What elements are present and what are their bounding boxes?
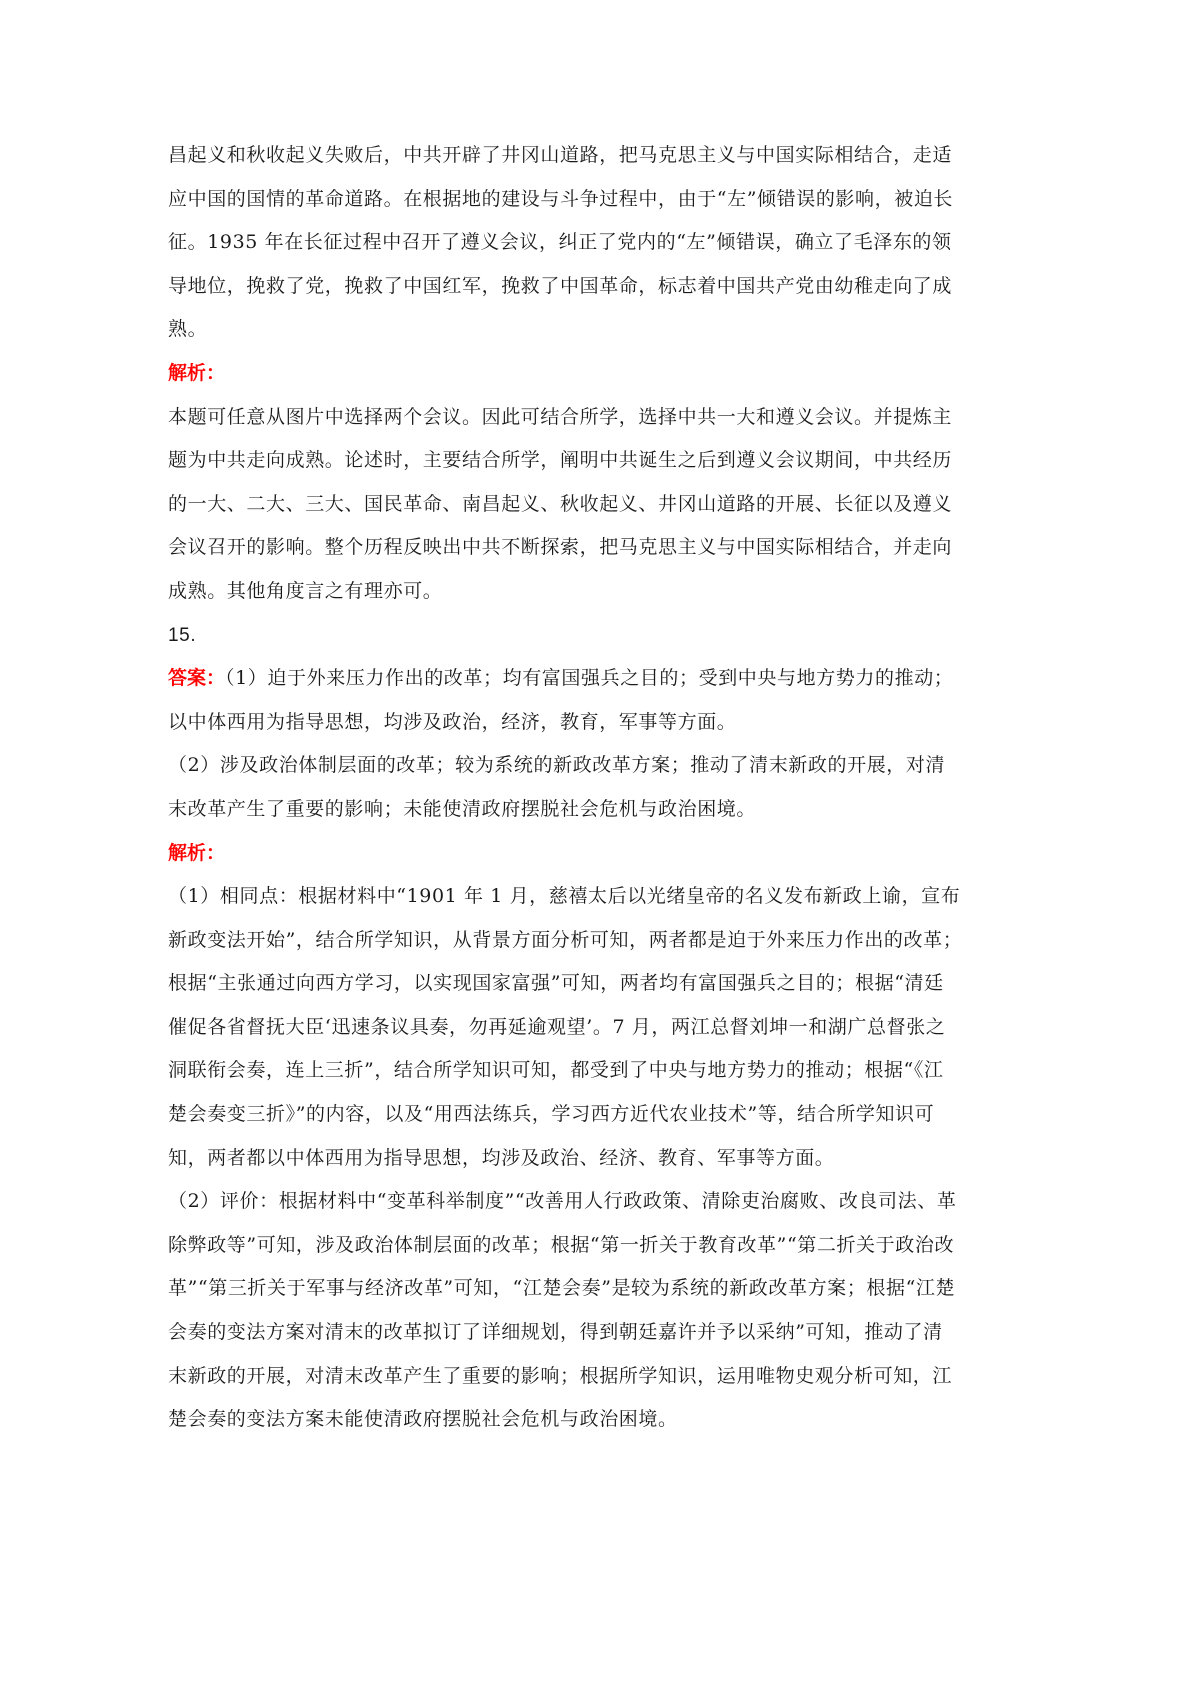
text-line: 以中体西用为指导思想，均涉及政治，经济，教育，军事等方面。	[168, 710, 737, 733]
text-line: 题为中共走向成熟。论述时，主要结合所学，阐明中共诞生之后到遵义会议期间，中共经历	[168, 449, 953, 472]
text-line: 的一大、二大、三大、国民革命、南昌起义、秋收起义、井冈山道路的开展、长征以及遵义	[168, 492, 953, 515]
text-line: 催促各省督抚大臣‘迅速条议具奏，勿再延逾观望’。7 月，两江总督刘坤一和湖广总督张之	[168, 1015, 946, 1038]
text-line: 昌起义和秋收起义失败后，中共开辟了井冈山道路，把马克思主义与中国实际相结合，走适	[168, 144, 953, 166]
answer-text: （1）迫于外来压力作出的改革；均有富国强兵之目的；受到中央与地方势力的推动；	[225, 667, 954, 690]
text-line: 洞联衔会奏，连上三折”，结合所学知识可知，都受到了中央与地方势力的推动；根据“《江	[168, 1059, 944, 1082]
question-number: 15.	[168, 624, 197, 646]
q14-analysis	[168, 352, 1048, 614]
text-line: 新政变法开始”，结合所学知识，从背景方面分析可知，两者都是迫于外来压力作出的改革；	[168, 928, 963, 951]
text-line: 根据“主张通过向西方学习，以实现国家富强”可知，两者均有富国强兵之目的；根据“清廷	[168, 972, 944, 995]
analysis-label: 解析：	[168, 841, 226, 864]
text-line: （1）相同点：根据材料中“1901 年 1 月，慈禧太后以光绪皇帝的名义发布新政上谕，宣布	[168, 885, 961, 908]
text-line: 导地位，挽救了党，挽救了中国红军，挽救了中国革命，标志着中国共产党由幼稚走向了成	[168, 274, 953, 297]
text-line: 会奏的变法方案对清末的改革拟订了详细规划，得到朝廷嘉许并予以采纳”可知，推动了清	[168, 1321, 943, 1344]
analysis-label: 解析：	[168, 361, 226, 384]
text-line: 末新政的开展，对清末改革产生了重要的影响；根据所学知识，运用唯物史观分析可知，江	[168, 1364, 953, 1387]
answer-first-line	[168, 657, 1048, 701]
text-line: 知，两者都以中体西用为指导思想，均涉及政治、经济、教育、军事等方面。	[168, 1146, 835, 1169]
q14-body	[168, 134, 1048, 352]
text-line: 熟。	[168, 318, 208, 341]
text-line: 楚会奏的变法方案未能使清政府摆脱社会危机与政治困境。	[168, 1408, 678, 1431]
text-line: （2）涉及政治体制层面的改革；较为系统的新政改革方案；推动了清末新政的开展，对清	[168, 754, 946, 777]
text-line: 征。1935 年在长征过程中召开了遵义会议，纠正了党内的“左”倾错误，确立了毛泽东的领	[168, 231, 952, 254]
text-line: （2）评价：根据材料中“变革科举制度”“改善用人行政政策、清除吏治腐败、改良司法、革	[168, 1190, 957, 1213]
text-line: 会议召开的影响。整个历程反映出中共不断探索，把马克思主义与中国实际相结合，并走向	[168, 536, 953, 559]
text-line: 除弊政等”可知，涉及政治体制层面的改革；根据“第一折关于教育改革”“第二折关于政治改	[168, 1233, 955, 1256]
text-line: 楚会奏变三折》”的内容，以及“用西法练兵，学习西方近代农业技术”等，结合所学知识可	[168, 1103, 935, 1126]
answer-label: 答案：	[168, 667, 226, 690]
text-line: 应中国的国情的革命道路。在根据地的建设与斗争过程中，由于“左”倾错误的影响，被迫长	[168, 187, 954, 210]
text-line: 本题可任意从图片中选择两个会议。因此可结合所学，选择中共一大和遵义会议。并提炼主	[168, 405, 953, 428]
question-15	[168, 614, 1048, 1442]
text-line: 末改革产生了重要的影响；未能使清政府摆脱社会危机与政治困境。	[168, 797, 757, 820]
text-line: 成熟。其他角度言之有理亦可。	[168, 579, 443, 602]
text-line: 革”“第三折关于军事与经济改革”可知，“江楚会奏”是较为系统的新政改革方案；根据“江楚	[168, 1277, 956, 1300]
document-content	[168, 134, 1048, 1442]
